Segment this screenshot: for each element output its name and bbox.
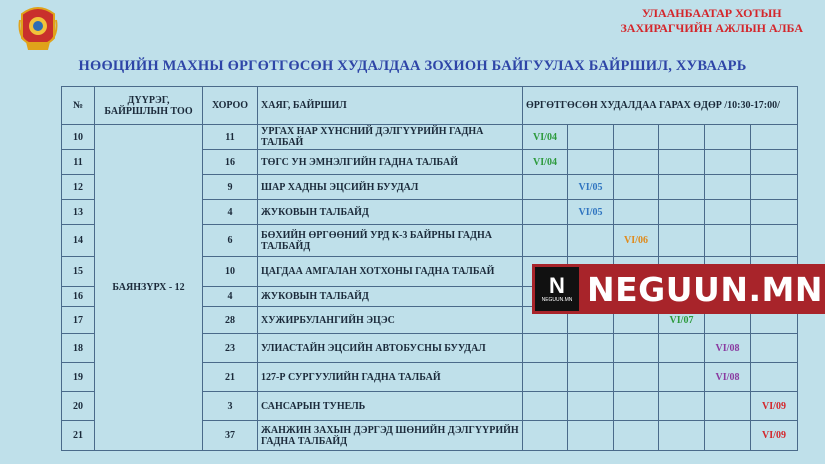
date-cell [659, 392, 705, 421]
org-name [620, 6, 803, 36]
date-cell [568, 334, 614, 363]
date-cell [705, 421, 751, 451]
date-cell: VI/05 [568, 200, 614, 225]
date-cell [523, 334, 568, 363]
date-cell [705, 200, 751, 225]
date-cell [659, 421, 705, 451]
date-cell [523, 200, 568, 225]
address-cell: 127-Р СУРГУУЛИЙН ГАДНА ТАЛБАЙ [258, 363, 523, 392]
row-number: 21 [62, 421, 95, 451]
address-cell: ШАР ХАДНЫ ЭЦСИЙН БУУДАЛ [258, 175, 523, 200]
row-number: 18 [62, 334, 95, 363]
date-cell [614, 200, 659, 225]
date-cell [659, 334, 705, 363]
row-number: 19 [62, 363, 95, 392]
header-no: № [62, 87, 95, 125]
row-number: 17 [62, 307, 95, 334]
row-number: 14 [62, 225, 95, 257]
date-cell [659, 150, 705, 175]
address-cell: ТӨГС УН ЭМНЭЛГИЙН ГАДНА ТАЛБАЙ [258, 150, 523, 175]
address-cell: ЖАНЖИН ЗАХЫН ДЭРГЭД ШӨНИЙН ДЭЛГҮҮРИЙН ГАДНА ТАЛБАЙД [258, 421, 523, 451]
date-cell: VI/07 [659, 307, 705, 334]
row-number: 15 [62, 257, 95, 287]
date-cell [614, 421, 659, 451]
date-cell [568, 392, 614, 421]
org-line-2: ЗАХИРАГЧИЙН АЖЛЫН АЛБА [620, 21, 803, 35]
date-cell [659, 200, 705, 225]
date-cell [568, 125, 614, 150]
address-cell: ЦАГДАА АМГАЛАН ХОТХОНЫ ГАДНА ТАЛБАЙ [258, 257, 523, 287]
date-cell [659, 125, 705, 150]
watermark-text: NEGUUN.MN [587, 269, 823, 309]
date-cell: VI/04 [523, 150, 568, 175]
date-cell [614, 150, 659, 175]
date-cell [614, 334, 659, 363]
khoroo-number: 28 [203, 307, 258, 334]
address-cell: ЖУКОВЫН ТАЛБАЙД [258, 200, 523, 225]
khoroo-number: 16 [203, 150, 258, 175]
row-number: 13 [62, 200, 95, 225]
row-number: 12 [62, 175, 95, 200]
date-cell: VI/06 [614, 225, 659, 257]
row-number: 16 [62, 287, 95, 307]
khoroo-number: 10 [203, 257, 258, 287]
date-cell [751, 125, 798, 150]
address-cell: ЖУКОВЫН ТАЛБАЙД [258, 287, 523, 307]
date-cell [705, 175, 751, 200]
header-khoroo: ХОРОО [203, 87, 258, 125]
row-number: 11 [62, 150, 95, 175]
address-cell: БӨХИЙН ӨРГӨӨНИЙ УРД К-3 БАЙРНЫ ГАДНА ТАЛБАЙД [258, 225, 523, 257]
date-cell [659, 225, 705, 257]
khoroo-number: 23 [203, 334, 258, 363]
address-cell: САНСАРЫН ТУНЕЛЬ [258, 392, 523, 421]
date-cell: VI/09 [751, 421, 798, 451]
date-cell [705, 225, 751, 257]
date-cell: VI/08 [705, 363, 751, 392]
date-cell [568, 421, 614, 451]
header-schedule: ӨРГӨТГӨСӨН ХУДАЛДАА ГАРАХ ӨДӨР /10:30-17:00/ [523, 87, 798, 125]
date-cell [568, 150, 614, 175]
khoroo-number: 37 [203, 421, 258, 451]
date-cell [523, 175, 568, 200]
date-cell [659, 175, 705, 200]
date-cell: VI/09 [751, 392, 798, 421]
date-cell [523, 421, 568, 451]
city-emblem-icon [18, 4, 58, 56]
date-cell [705, 392, 751, 421]
date-cell [659, 363, 705, 392]
khoroo-number: 4 [203, 287, 258, 307]
date-cell [751, 363, 798, 392]
header-address: ХАЯГ, БАЙРШИЛ [258, 87, 523, 125]
watermark-logo-letter: N [549, 273, 565, 298]
date-cell [614, 363, 659, 392]
date-cell [614, 392, 659, 421]
address-cell: ХУЖИРБУЛАНГИЙН ЭЦЭС [258, 307, 523, 334]
date-cell [751, 150, 798, 175]
header-district: ДҮҮРЭГ, БАЙРШЛЫН ТОО [95, 87, 203, 125]
row-number: 20 [62, 392, 95, 421]
date-cell: VI/08 [705, 334, 751, 363]
date-cell [523, 225, 568, 257]
date-cell: VI/05 [568, 175, 614, 200]
date-cell [751, 225, 798, 257]
khoroo-number: 4 [203, 200, 258, 225]
date-cell: VI/04 [523, 125, 568, 150]
row-number: 10 [62, 125, 95, 150]
date-cell [705, 150, 751, 175]
watermark-logo-sub: NEGUUN.MN [541, 297, 573, 303]
date-cell [568, 225, 614, 257]
khoroo-number: 9 [203, 175, 258, 200]
date-cell [751, 200, 798, 225]
date-cell [705, 125, 751, 150]
address-cell: УРГАХ НАР ХҮНСНИЙ ДЭЛГҮҮРИЙН ГАДНА ТАЛБАЙ [258, 125, 523, 150]
date-cell [568, 363, 614, 392]
page-title: НӨӨЦИЙН МАХНЫ ӨРГӨТГӨСӨН ХУДАЛДАА ЗОХИОН БАЙГУУЛАХ БАЙРШИЛ, ХУВААРЬ [78, 58, 747, 74]
watermark-banner [532, 264, 825, 314]
date-cell [614, 175, 659, 200]
khoroo-number: 3 [203, 392, 258, 421]
date-cell [751, 175, 798, 200]
district-name: БАЯНЗҮРХ - 12 [95, 125, 203, 451]
khoroo-number: 11 [203, 125, 258, 150]
khoroo-number: 6 [203, 225, 258, 257]
date-cell [523, 392, 568, 421]
date-cell [614, 125, 659, 150]
neguun-logo-icon [535, 267, 579, 311]
date-cell [751, 334, 798, 363]
org-line-1: УЛААНБААТАР ХОТЫН [641, 6, 782, 20]
table-row [62, 125, 798, 150]
address-cell: УЛИАСТАЙН ЭЦСИЙН АВТОБУСНЫ БУУДАЛ [258, 334, 523, 363]
khoroo-number: 21 [203, 363, 258, 392]
date-cell [523, 363, 568, 392]
